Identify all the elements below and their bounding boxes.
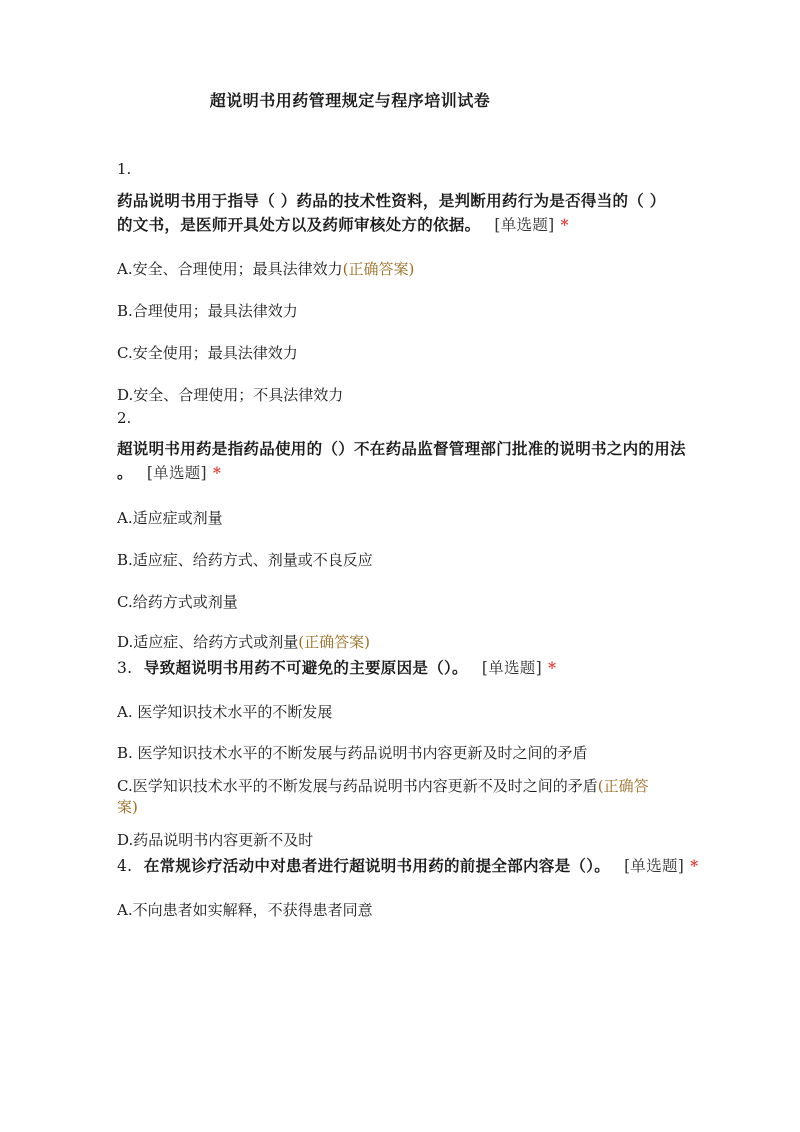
question-type-tag: [单选题]: [624, 857, 685, 875]
question-stem: 药品说明书用于指导（ ）药品的技术性资料，是判断用药行为是否得当的（ ）: [117, 191, 666, 210]
option-text: C.给药方式或剂量: [117, 593, 238, 611]
correct-answer-tag: (正确答: [597, 777, 649, 795]
question-stem-text: 。: [117, 463, 133, 482]
question-type-tag: [单选题]: [481, 659, 542, 677]
option-text: B.合理使用；最具法律效力: [117, 302, 298, 320]
question-stem-line: [117, 656, 556, 678]
required-mark: *: [212, 463, 222, 482]
option-d[interactable]: [117, 829, 313, 850]
option-b[interactable]: [117, 742, 588, 763]
option-a[interactable]: [117, 258, 414, 279]
option-text: C.医学知识技术水平的不断发展与药品说明书内容更新不及时之间的矛盾: [117, 777, 598, 795]
option-a[interactable]: [117, 507, 223, 528]
option-text: B.适应症、给药方式、剂量或不良反应: [117, 551, 373, 569]
question-stem-line: [117, 213, 569, 235]
question-stem-line: [117, 461, 221, 483]
option-text: D.安全、合理使用；不具法律效力: [117, 386, 344, 404]
option-c[interactable]: [117, 591, 238, 612]
required-mark: *: [547, 658, 557, 677]
required-mark: *: [690, 856, 699, 875]
correct-answer-tag: (正确答案): [298, 633, 370, 651]
option-a[interactable]: [117, 701, 332, 722]
question-stem-text: 在常规诊疗活动中对患者进行超说明书用药的前提全部内容是（）。: [143, 856, 611, 875]
question-number: 1.: [117, 160, 132, 178]
option-a[interactable]: [117, 899, 373, 920]
option-text: D.适应症、给药方式或剂量: [117, 633, 299, 651]
option-text: C.安全使用；最具法律效力: [117, 344, 298, 362]
question-stem: 超说明书用药是指药品使用的（）不在药品监督管理部门批准的说明书之内的用法: [117, 439, 686, 458]
option-c-continued: [117, 796, 138, 817]
option-text: D.药品说明书内容更新不及时: [117, 831, 314, 849]
option-d[interactable]: [117, 631, 370, 652]
exam-title: 超说明书用药管理规定与程序培训试卷: [209, 91, 491, 110]
option-b[interactable]: [117, 300, 298, 321]
question-stem-line: [117, 854, 699, 876]
option-c[interactable]: [117, 775, 649, 796]
question-number: 2.: [117, 409, 132, 427]
question-type-tag: [单选题]: [494, 216, 555, 234]
option-c[interactable]: [117, 342, 298, 363]
option-text: A.不向患者如实解释，不获得患者同意: [117, 901, 373, 919]
question-number: 3.: [117, 659, 133, 677]
question-stem-text: 导致超说明书用药不可避免的主要原因是（）。: [143, 658, 468, 677]
option-d[interactable]: [117, 384, 343, 405]
question-number: 4.: [117, 857, 133, 875]
required-mark: *: [560, 215, 569, 234]
correct-answer-tag: (正确答案): [342, 260, 415, 278]
question-type-tag: [单选题]: [146, 464, 207, 482]
option-b[interactable]: [117, 549, 373, 570]
option-text: B. 医学知识技术水平的不断发展与药品说明书内容更新及时之间的矛盾: [117, 744, 588, 762]
option-text: A.适应症或剂量: [117, 509, 223, 527]
question-stem-text: 的文书，是医师开具处方以及药师审核处方的依据。: [117, 215, 481, 234]
option-text: A.安全、合理使用；最具法律效力: [117, 260, 343, 278]
option-text: A. 医学知识技术水平的不断发展: [117, 703, 333, 721]
correct-answer-tag-continued: 案): [117, 798, 138, 816]
